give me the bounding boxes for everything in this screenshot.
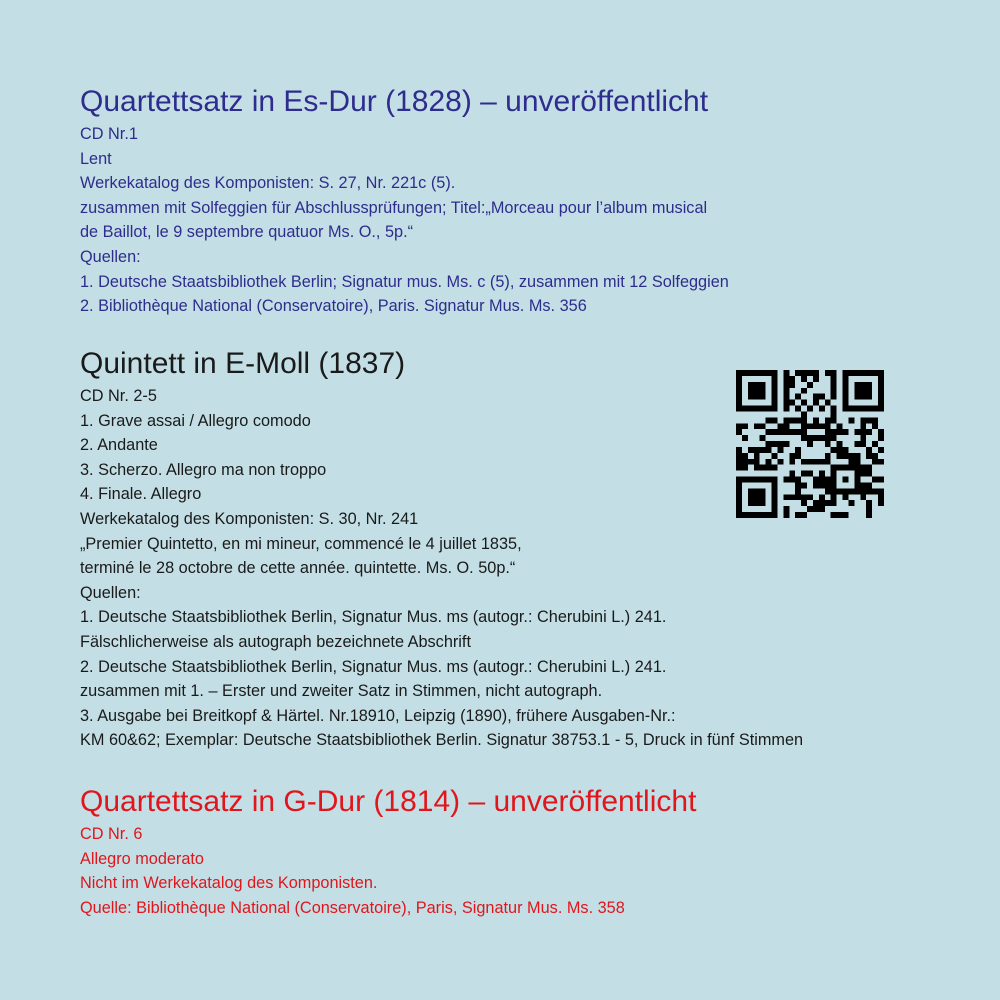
section-title: Quartettsatz in Es-Dur (1828) – unveröffentlicht <box>80 85 709 118</box>
description-line: „Premier Quintetto, en mi mineur, commencé le 4 juillet 1835, <box>80 534 522 553</box>
source-item: 1. Deutsche Staatsbibliothek Berlin, Signatur Mus. ms (autogr.: Cherubini L.) 241. <box>80 608 667 627</box>
movement-item: 3. Scherzo. Allegro ma non troppo <box>80 460 327 479</box>
qr-code-icon[interactable] <box>736 370 884 518</box>
source-item: Fälschlicherweise als autograph bezeichnete Abschrift <box>80 632 471 651</box>
section-quartettsatz-g-dur <box>80 784 696 920</box>
catalog-note: Nicht im Werkekatalog des Komponisten. <box>80 874 378 893</box>
movement-item: 1. Grave assai / Allegro comodo <box>80 411 311 430</box>
section-quintett-e-moll <box>80 346 803 753</box>
section-quartettsatz-es-dur <box>80 84 729 319</box>
description-line: de Baillot, le 9 septembre quatuor Ms. O., 5p.“ <box>80 223 414 242</box>
description-line: terminé le 28 octobre de cette année. quintette. Ms. O. 50p.“ <box>80 559 516 578</box>
cd-number: CD Nr.1 <box>80 125 138 143</box>
source-item: Quelle: Bibliothèque National (Conservatoire), Paris, Signatur Mus. Ms. 358 <box>80 898 625 917</box>
source-item: 2. Deutsche Staatsbibliothek Berlin, Signatur Mus. ms (autogr.: Cherubini L.) 241. <box>80 657 667 676</box>
section-title: Quintett in E-Moll (1837) <box>80 347 406 380</box>
catalog-reference: Werkekatalog des Komponisten: S. 30, Nr. 241 <box>80 509 419 528</box>
source-item: 2. Bibliothèque National (Conservatoire), Paris. Signatur Mus. Ms. 356 <box>80 297 587 316</box>
cd-number: CD Nr. 2-5 <box>80 387 157 405</box>
cd-number: CD Nr. 6 <box>80 825 143 843</box>
source-item: zusammen mit 1. – Erster und zweiter Satz in Stimmen, nicht autograph. <box>80 682 603 701</box>
sources-heading: Quellen: <box>80 583 141 602</box>
source-item: KM 60&62; Exemplar: Deutsche Staatsbibliothek Berlin. Signatur 38753.1 - 5, Druck in fünf Stimmen <box>80 731 804 750</box>
movement-item: 4. Finale. Allegro <box>80 485 202 504</box>
section-title: Quartettsatz in G-Dur (1814) – unveröffentlicht <box>80 785 697 818</box>
sources-heading: Quellen: <box>80 247 141 266</box>
tempo-marking: Allegro moderato <box>80 849 204 868</box>
movement-item: 2. Andante <box>80 436 158 455</box>
source-item: 3. Ausgabe bei Breitkopf & Härtel. Nr.18910, Leipzig (1890), frühere Ausgaben-Nr.: <box>80 706 676 725</box>
source-item: 1. Deutsche Staatsbibliothek Berlin; Signatur mus. Ms. c (5), zusammen mit 12 Solfeggien <box>80 272 729 291</box>
description-line: zusammen mit Solfeggien für Abschlussprüfungen; Titel:„Morceau pour l’album musical <box>80 198 708 217</box>
catalog-reference: Werkekatalog des Komponisten: S. 27, Nr. 221c (5). <box>80 174 456 193</box>
tempo-marking: Lent <box>80 149 112 168</box>
